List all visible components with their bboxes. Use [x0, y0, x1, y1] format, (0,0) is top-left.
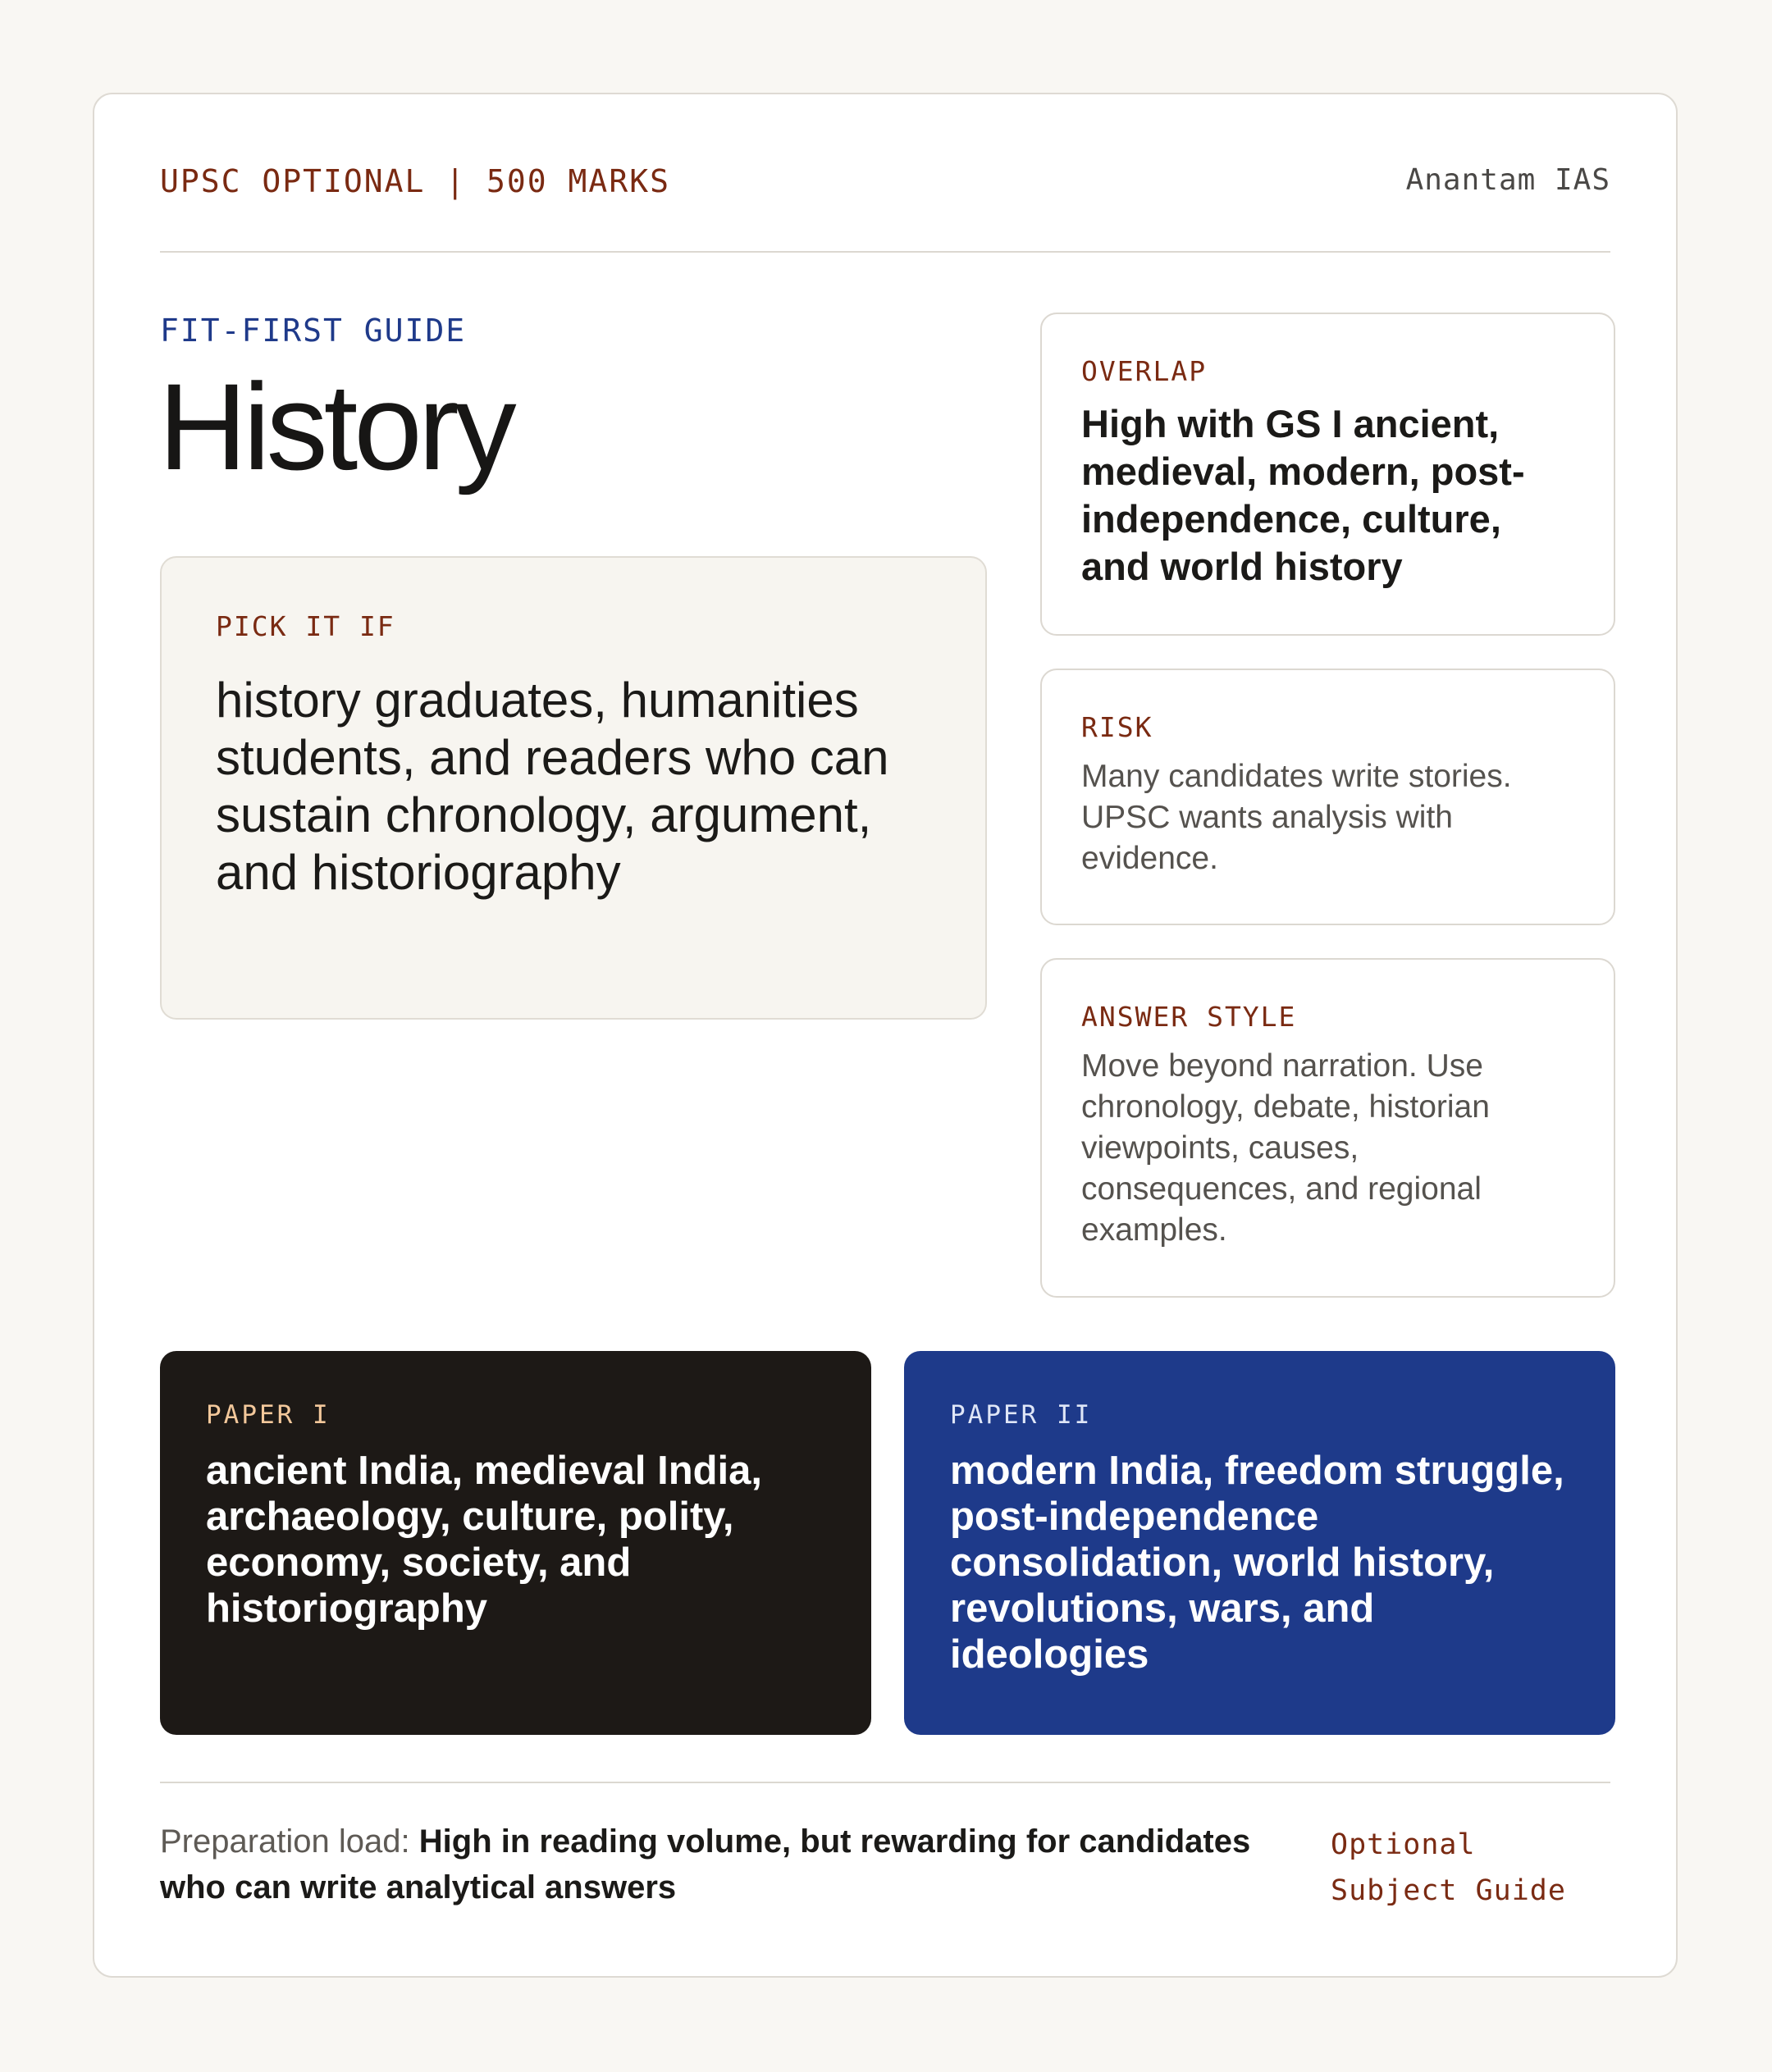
answer-style-panel — [1040, 958, 1615, 1298]
subject-guide-tag — [1331, 1822, 1566, 1914]
preparation-load-value: High in reading volume, but rewarding for candidates who can write analytical answers — [160, 1823, 1251, 1905]
overlap-panel — [1040, 313, 1615, 636]
paper-2-panel — [904, 1351, 1615, 1735]
paper-2-label: PAPER II — [950, 1400, 1093, 1430]
overlap-label: OVERLAP — [1081, 355, 1208, 387]
guide-card — [93, 93, 1678, 1978]
paper-1-label: PAPER I — [206, 1400, 331, 1430]
risk-text: Many candidates write stories. UPSC wants analysis with evidence. — [1081, 759, 1512, 876]
brand-name: Anantam IAS — [1405, 163, 1610, 197]
tag-line-1: Optional — [1331, 1828, 1476, 1861]
footer-divider — [160, 1782, 1610, 1783]
eyebrow: UPSC OPTIONAL | 500 MARKS — [160, 163, 670, 199]
pick-it-if-label: PICK IT IF — [216, 610, 395, 642]
kicker: FIT-FIRST GUIDE — [160, 313, 467, 349]
answer-style-label: ANSWER STYLE — [1081, 1001, 1297, 1033]
pick-it-if-panel — [160, 556, 987, 1020]
risk-label: RISK — [1081, 711, 1153, 743]
tag-line-2: Subject Guide — [1331, 1874, 1566, 1907]
preparation-load-label: Preparation load: — [160, 1823, 419, 1860]
paper-2-text: modern India, freedom struggle, post-independence consolidation, world history, revolutions, wars, and ideologies — [950, 1449, 1564, 1677]
page-title: History — [158, 358, 513, 495]
header-divider — [160, 251, 1610, 253]
preparation-load — [160, 1819, 1308, 1910]
paper-1-panel — [160, 1351, 871, 1735]
answer-style-text: Move beyond narration. Use chronology, debate, historian viewpoints, causes, consequences, and regional examples. — [1081, 1048, 1490, 1248]
paper-1-text: ancient India, medieval India, archaeology, culture, polity, economy, society, and historiography — [206, 1449, 763, 1631]
pick-it-if-text: history graduates, humanities students, and readers who can sustain chronology, argument, and historiography — [216, 673, 889, 900]
risk-panel — [1040, 669, 1615, 925]
overlap-text: High with GS I ancient, medieval, modern, post-independence, culture, and world history — [1081, 402, 1525, 588]
